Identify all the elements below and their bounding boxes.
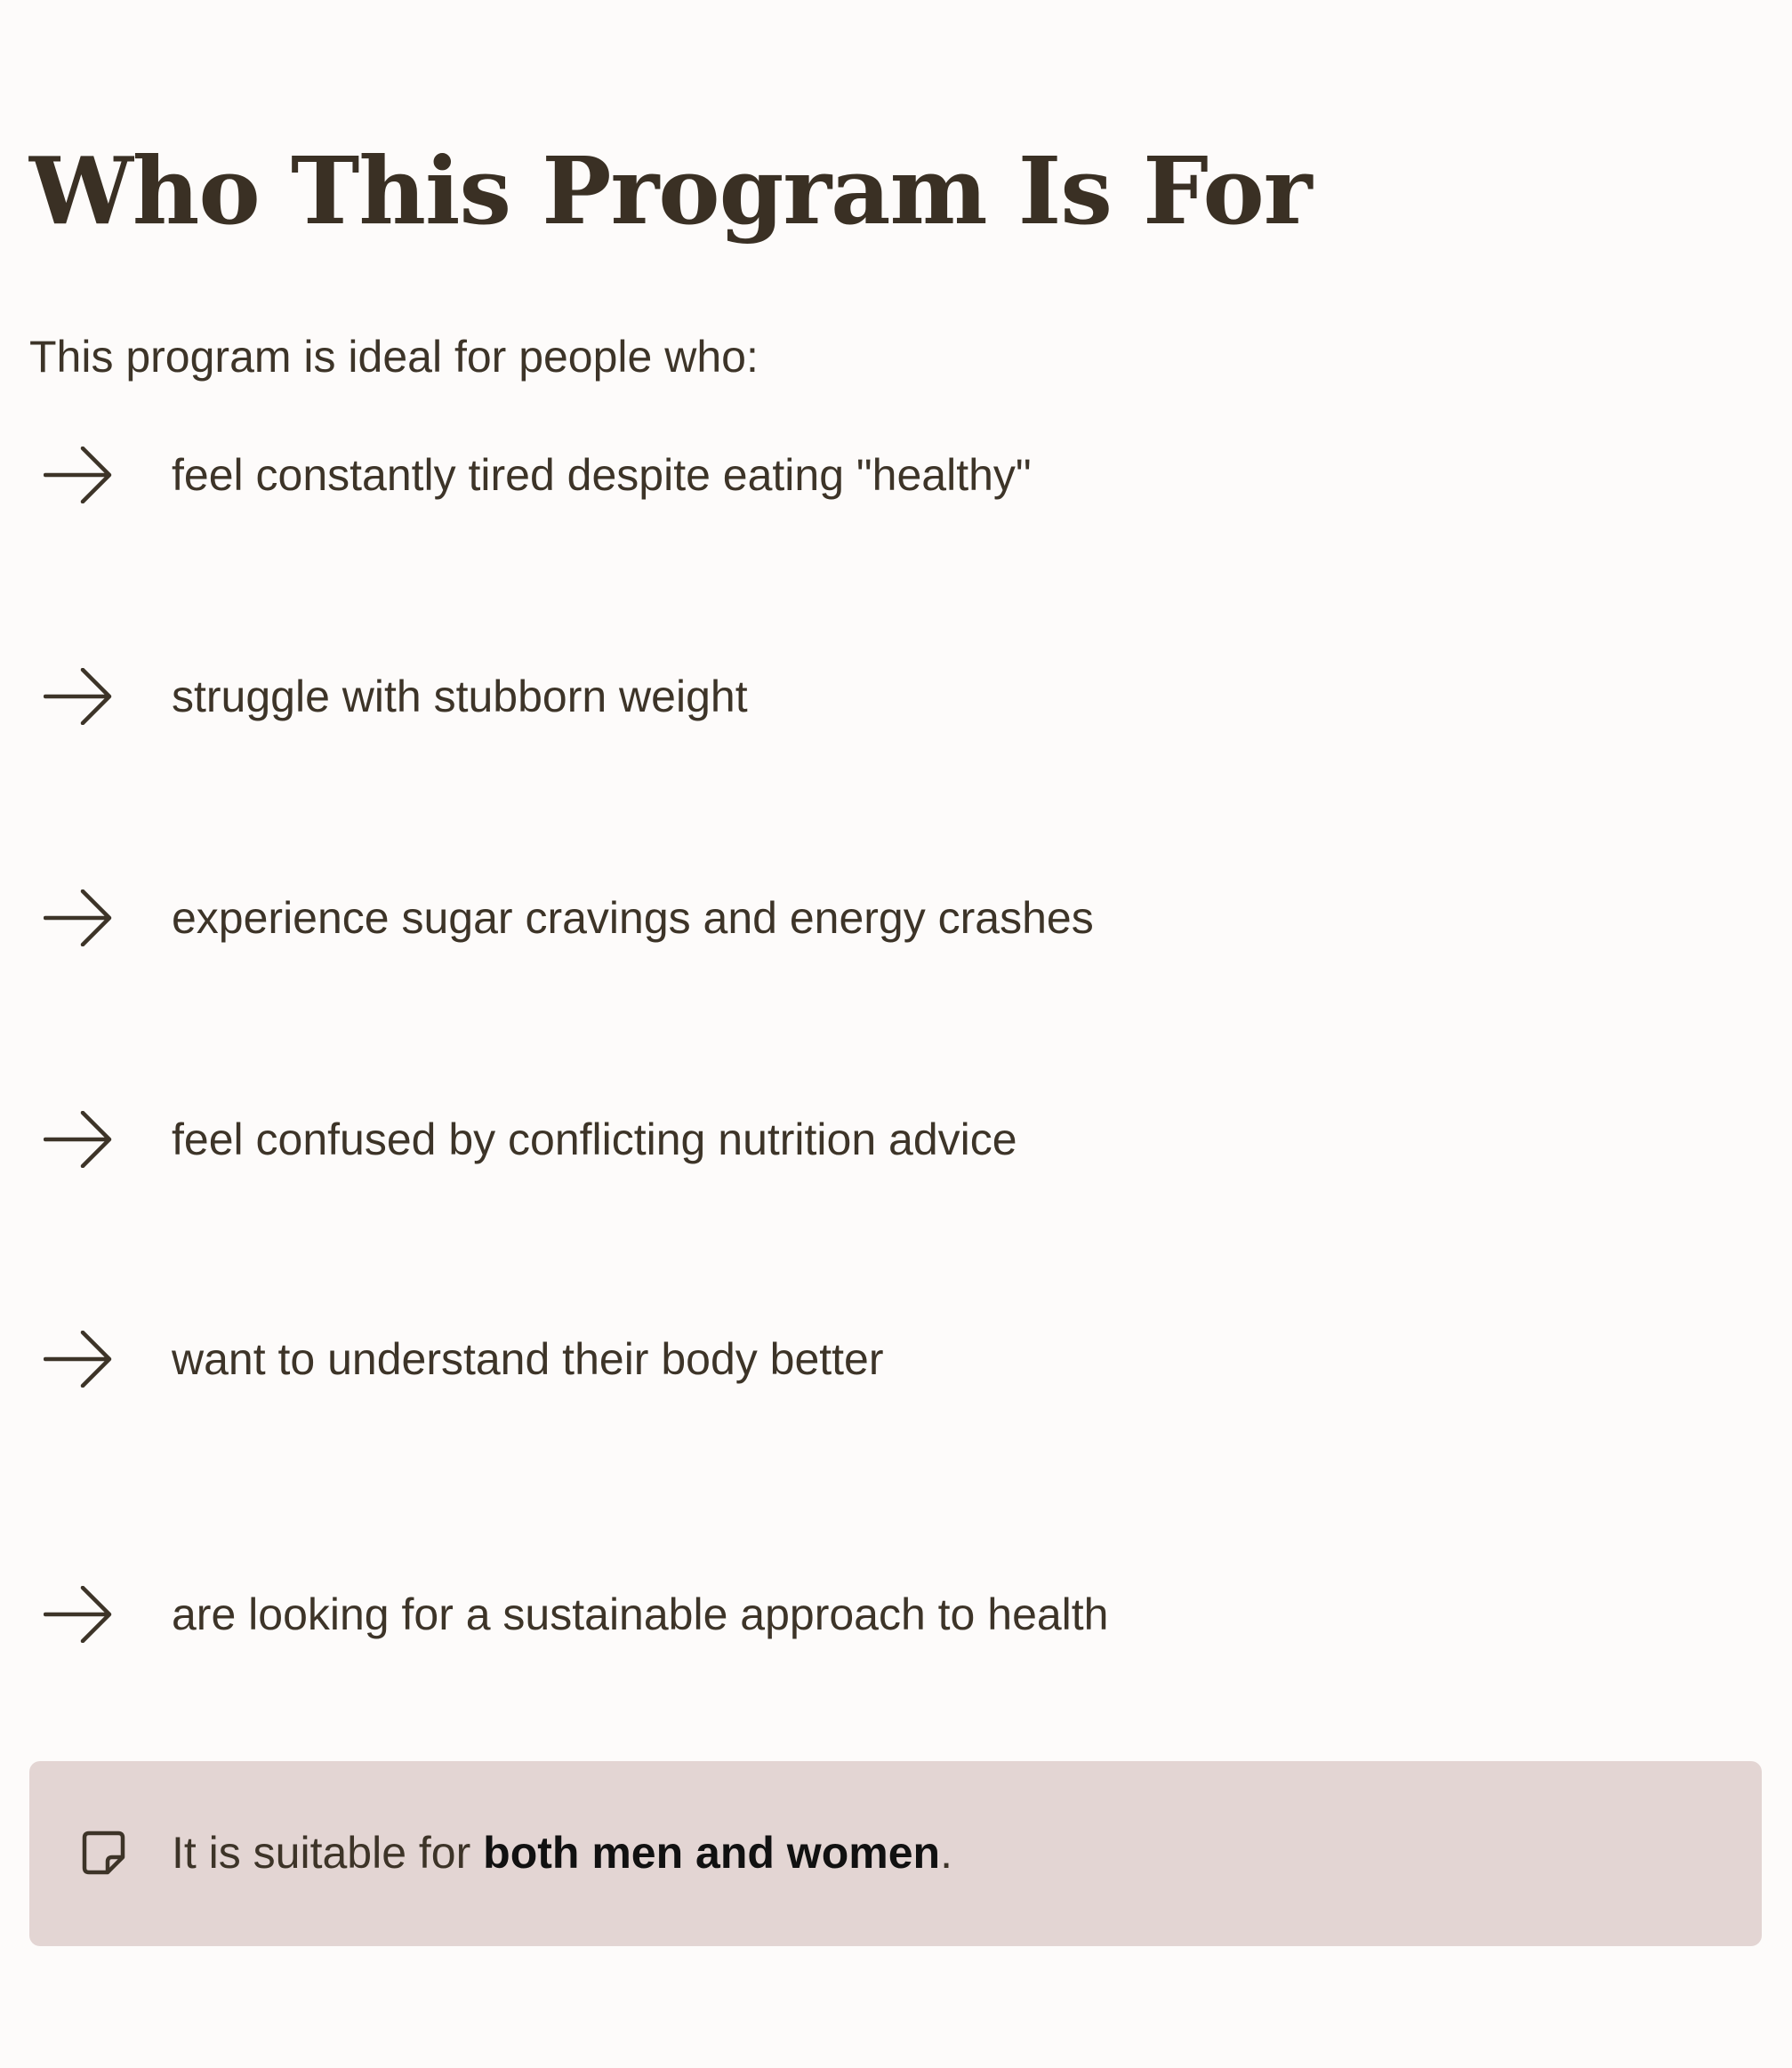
callout-text-before: It is suitable for [172,1828,484,1878]
page-title: Who This Program Is For [29,136,1312,245]
list-item-text: feel confused by conflicting nutrition advice [172,1114,1017,1164]
list-item [29,1579,1764,1650]
list-item-text: experience sugar cravings and energy crashes [172,893,1094,943]
list-item [29,1324,1764,1395]
intro-text: This program is ideal for people who: [29,332,759,382]
arrow-right-icon [44,1586,115,1643]
arrow-right-icon [44,889,115,946]
program-audience-section [29,0,1764,2068]
callout-text-bold: both men and women [483,1828,941,1878]
list-item-text: are looking for a sustainable approach to health [172,1589,1109,1639]
list-item [29,439,1764,511]
list-item [29,661,1764,732]
arrow-right-icon [44,1111,115,1168]
list-item-text: want to understand their body better [172,1334,884,1384]
note-icon [80,1829,128,1877]
list-item-text: struggle with stubborn weight [172,672,748,721]
arrow-right-icon [44,1331,115,1388]
callout-text [172,1823,952,1882]
list-item [29,1104,1764,1175]
callout-box [29,1761,1762,1946]
arrow-right-icon [44,447,115,503]
list-item-text: feel constantly tired despite eating "healthy" [172,450,1032,500]
list-item [29,882,1764,954]
arrow-right-icon [44,668,115,725]
callout-text-after: . [940,1828,952,1878]
